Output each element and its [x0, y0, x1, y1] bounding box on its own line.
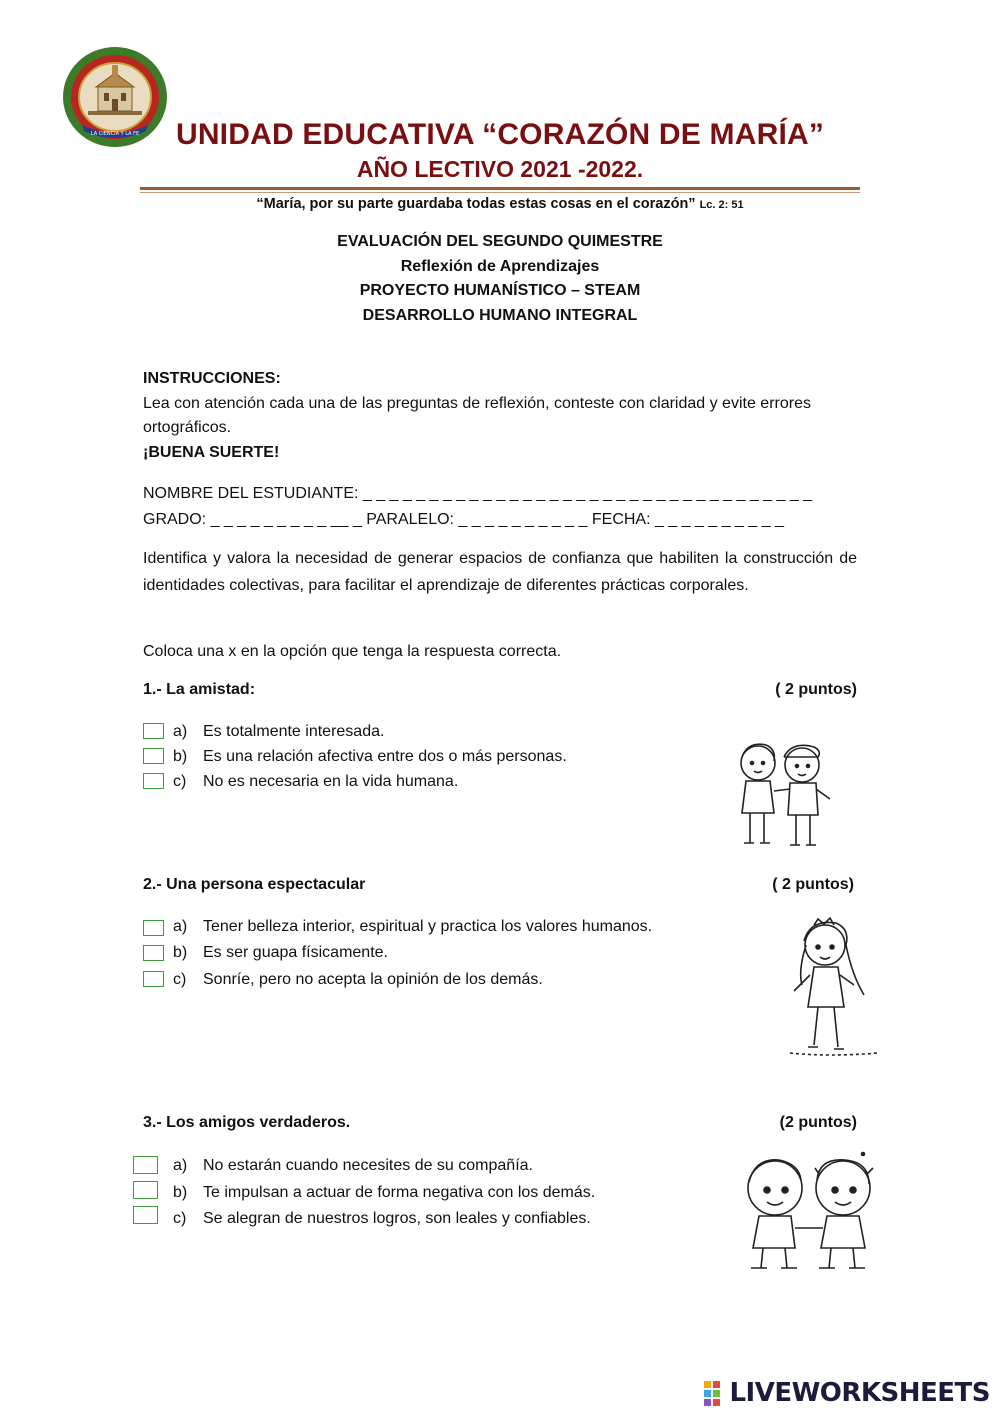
question-title: 2.- Una persona espectacular	[143, 876, 366, 893]
area-title: DESARROLLO HUMANO INTEGRAL	[362, 306, 638, 324]
option-row	[143, 719, 703, 744]
question-title: 3.- Los amigos verdaderos.	[143, 1114, 351, 1131]
motto-reference: Lc. 2: 51	[699, 199, 744, 211]
answer-checkbox[interactable]	[143, 945, 164, 961]
good-luck: ¡BUENA SUERTE!	[143, 443, 280, 461]
motto-text: “María, por su parte guardaba todas estas cosas en el corazón”	[256, 196, 696, 212]
header-rule	[140, 187, 860, 190]
option-text: No estarán cuando necesites de su compañía.	[203, 1157, 533, 1174]
intro-paragraph: Identifica y valora la necesidad de generar espacios de confianza que habiliten la construcción de identidades colectivas, para facilitar el aprendizaje de diferentes prácticas corporales.	[143, 550, 857, 594]
school-name: UNIDAD EDUCATIVA “CORAZÓN DE MARÍA”	[175, 118, 825, 151]
instructions-section	[143, 367, 857, 465]
answer-checkbox[interactable]	[133, 1181, 158, 1199]
header-rule-thin	[140, 192, 860, 193]
answer-checkbox[interactable]	[133, 1156, 158, 1174]
instructions-label: INSTRUCCIONES:	[143, 370, 281, 387]
instructions-text: Lea con atención cada una de las preguntas de reflexión, conteste con claridad y evite errores ortográficos.	[143, 394, 811, 436]
student-name-field[interactable]: NOMBRE DEL ESTUDIANTE: _ _ _ _ _ _ _ _ _ _ _ _ _ _ _ _ _ _ _ _ _ _ _ _ _ _ _ _ _ _ _ _ _ _	[143, 485, 813, 502]
option-text: No es necesaria en la vida humana.	[203, 773, 459, 790]
answer-checkbox[interactable]	[143, 723, 164, 739]
option-text: Es una relación afectiva entre dos o más personas.	[203, 748, 567, 765]
motto	[0, 196, 1000, 212]
question-points: ( 2 puntos)	[775, 681, 857, 698]
option-row	[133, 1153, 733, 1178]
answer-checkbox[interactable]	[143, 920, 164, 936]
question-title: 1.- La amistad:	[143, 681, 256, 698]
option-row	[133, 1180, 733, 1205]
option-letter: a)	[173, 723, 188, 740]
answer-checkbox[interactable]	[143, 971, 164, 987]
friends-illustration	[718, 735, 843, 855]
option-letter: c)	[173, 773, 187, 790]
question-1-title	[143, 681, 857, 699]
option-row	[143, 940, 743, 965]
option-row	[133, 1206, 733, 1231]
seal-ribbon-text: LA CIENCIA Y LA FE	[90, 131, 140, 137]
option-text: Es ser guapa físicamente.	[203, 944, 388, 961]
option-text: Se alegran de nuestros logros, son leales y confiables.	[203, 1210, 591, 1227]
option-letter: c)	[173, 1210, 187, 1227]
answer-checkbox[interactable]	[133, 1206, 158, 1224]
option-text: Sonríe, pero no acepta la opinión de los demás.	[203, 971, 543, 988]
option-letter: b)	[173, 944, 188, 961]
direction-text: Coloca una x en la opción que tenga la respuesta correcta.	[143, 643, 562, 660]
exam-title: EVALUACIÓN DEL SEGUNDO QUIMESTRE	[337, 233, 663, 250]
school-year: AÑO LECTIVO 2021 -2022.	[356, 156, 644, 182]
girl-illustration	[780, 915, 885, 1060]
question-points: (2 puntos)	[779, 1114, 857, 1131]
option-text: Tener belleza interior, espiritual y practica los valores humanos.	[203, 918, 653, 935]
project-title: PROYECTO HUMANÍSTICO – STEAM	[359, 282, 641, 299]
option-row	[143, 744, 703, 769]
option-letter: b)	[173, 748, 188, 765]
option-letter: c)	[173, 971, 187, 988]
answer-checkbox[interactable]	[143, 748, 164, 764]
student-info	[143, 481, 857, 533]
option-text: Te impulsan a actuar de forma negativa con los demás.	[203, 1184, 596, 1201]
liveworksheets-icon	[703, 1379, 729, 1407]
question-points: ( 2 puntos)	[772, 876, 854, 893]
answer-checkbox[interactable]	[143, 773, 164, 789]
liveworksheets-logo	[703, 1376, 990, 1410]
exam-titles	[0, 230, 1000, 328]
exam-subtitle: Reflexión de Aprendizajes	[400, 257, 600, 275]
liveworksheets-brand: LIVEWORKSHEETS	[729, 1378, 990, 1408]
option-letter: a)	[173, 1157, 188, 1174]
option-row	[143, 769, 703, 794]
option-row	[143, 967, 743, 992]
grade-field[interactable]: GRADO: _ _ _ _ _ _ _ _ _ __ _ PARALELO: _ _ _ _ _ _ _ _ _ _ FECHA: _ _ _ _ _ _ _ _ _ _	[143, 511, 784, 528]
option-letter: a)	[173, 918, 188, 935]
true-friends-illustration	[735, 1150, 890, 1275]
option-letter: b)	[173, 1184, 188, 1201]
question-3-title	[143, 1114, 857, 1132]
question-2-title	[143, 876, 857, 894]
option-row	[143, 914, 743, 939]
option-text: Es totalmente interesada.	[203, 723, 385, 740]
